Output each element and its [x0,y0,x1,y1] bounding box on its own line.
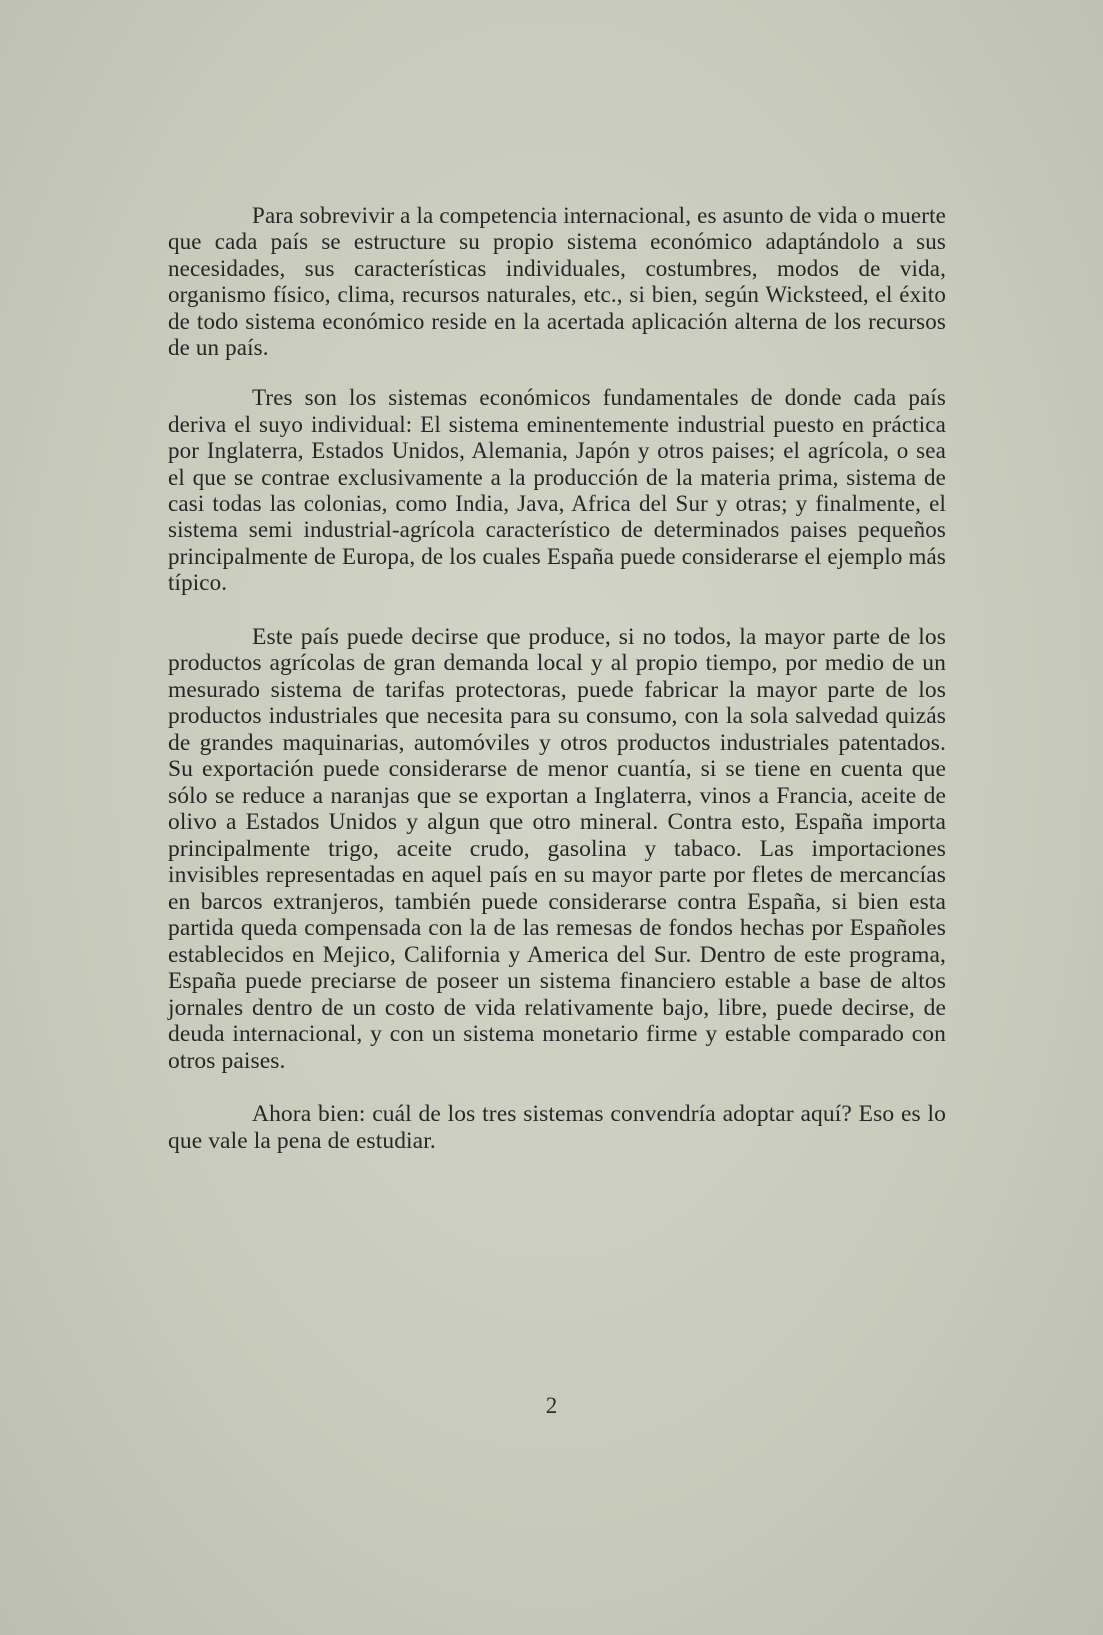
paragraph-question: Ahora bien: cuál de los tres sistemas convendría adoptar aquí? Eso es lo que vale la pena de estudiar. [168,1101,946,1154]
paragraph-spain: Este país puede decirse que produce, si no todos, la mayor parte de los productos agrícolas de gran demanda local y al propio tiempo, por medio de un mesurado sistema de tarifas protectoras, puede fabricar la mayor parte de los productos industriales que necesita para su consumo, con la sola salvedad quizás de grandes maquinarias, automóviles y otros productos industriales patentados. Su exportación puede considerarse de menor cuantía, si se tiene en cuenta que sólo se reduce a naranjas que se exportan a Inglaterra, vinos a Francia, aceite de olivo a Estados Unidos y algun que otro mineral. Contra esto, España importa principalmente trigo, aceite crudo, gasolina y tabaco. Las importaciones invisibles representadas en aquel país en su mayor parte por fletes de mercancías en barcos extranjeros, también puede considerarse contra España, si bien esta partida queda compensada con la de las remesas de fondos hechas por Españoles establecidos en Mejico, California y America del Sur. Dentro de este programa, España puede preciarse de poseer un sistema financiero estable a base de altos jornales dentro de un costo de vida relativamente bajo, libre, puede decirse, de deuda internacional, y con un sistema monetario firme y estable comparado con otros paises. [168,623,946,1074]
page-number: 2 [545,1393,558,1418]
body-text [168,203,946,1154]
paragraph-systems: Tres son los sistemas económicos fundamentales de donde cada país deriva el suyo individual: El sistema eminentemente industrial puesto en práctica por Inglaterra, Estados Unidos, Alemania, Japón y otros paises; el agrícola, o sea el que se contrae exclusivamente a la producción de la materia prima, sistema de casi todas las colonias, como India, Java, Africa del Sur y otras; y finalmente, el sistema semi industrial-agrícola característico de determinados paises pequeños principalmente de Europa, de los cuales España puede considerarse el ejemplo más típico. [168,385,946,596]
paragraph-intro: Para sobrevivir a la competencia internacional, es asunto de vida o muerte que cada país se estructure su propio sistema económico adaptándolo a sus necesidades, sus características individuales, costumbres, modos de vida, organismo físico, clima, recursos naturales, etc., si bien, según Wicksteed, el éxito de todo sistema económico reside en la acertada aplicación alterna de los recursos de un país. [168,203,946,361]
